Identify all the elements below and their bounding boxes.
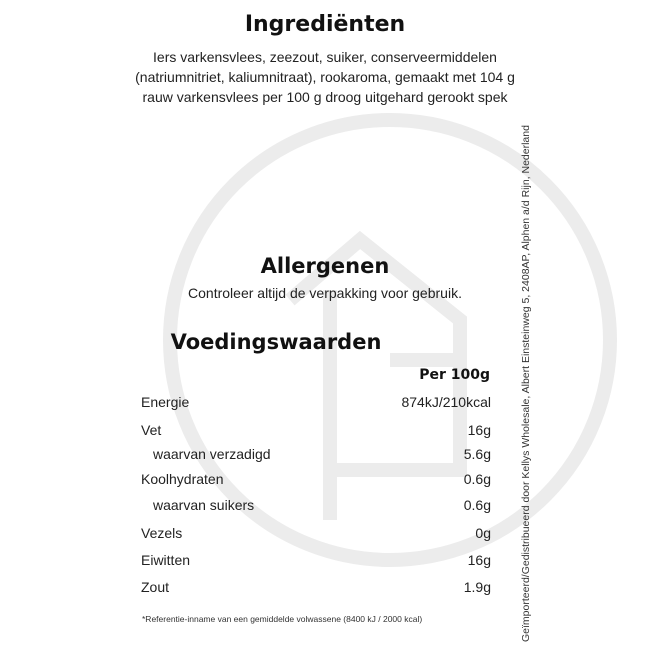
allergens-text: Controleer altijd de verpakking voor gebruik.: [188, 285, 462, 301]
nutrition-row-energy: [141, 394, 491, 414]
nutrition-row-saturated: [141, 446, 491, 466]
importer-address: Geïmporteerd/Gedistribueerd door Kellys Wholesale, Albert Einsteinweg 5, 2408AP, Alphen a/d Rijn, Nederland: [520, 125, 532, 642]
nutrient-value: 0.6g: [463, 497, 491, 513]
reference-intake-footnote: *Referentie-inname van een gemiddelde volwassene (8400 kJ / 2000 kcal): [142, 614, 423, 624]
nutrition-row-sugars: [141, 497, 491, 517]
nutrient-value: 0.6g: [463, 471, 491, 487]
nutrition-row-salt: [141, 579, 491, 599]
nutrient-name: Vezels: [141, 525, 183, 541]
ingredients-title: Ingrediënten: [244, 12, 406, 37]
nutrient-value: 1.9g: [463, 579, 491, 595]
nutrient-name: Koolhydraten: [141, 471, 224, 487]
nutrition-row-fiber: [141, 525, 491, 545]
nutrient-name: Eiwitten: [141, 552, 191, 568]
nutrition-row-fat: [141, 422, 491, 442]
nutrient-value: 0g: [475, 525, 491, 541]
nutrient-name: waarvan suikers: [153, 497, 255, 513]
nutrient-value: 5.6g: [463, 446, 491, 462]
nutrition-column-header: Per 100g: [419, 367, 490, 383]
ingredients-text: Iers varkensvlees, zeezout, suiker, conserveermiddelen (natriumnitriet, kaliumnitraat), rookaroma, gemaakt met 104 g rauw varkensvlees per 100 g droog uitgehard gerookt spek: [135, 49, 515, 105]
nutrient-value: 16g: [467, 552, 491, 568]
nutrition-row-carbs: [141, 471, 491, 491]
nutrient-value: 874kJ/210kcal: [401, 394, 491, 410]
nutrient-name: Energie: [141, 394, 190, 410]
nutrient-name: waarvan verzadigd: [153, 446, 271, 462]
nutrition-title: Voedingswaarden: [170, 330, 382, 354]
nutrition-row-protein: [141, 552, 491, 572]
nutrient-name: Zout: [141, 579, 170, 595]
nutrient-name: Vet: [141, 422, 162, 438]
nutrient-value: 16g: [467, 422, 491, 438]
allergens-title: Allergenen: [260, 254, 390, 278]
